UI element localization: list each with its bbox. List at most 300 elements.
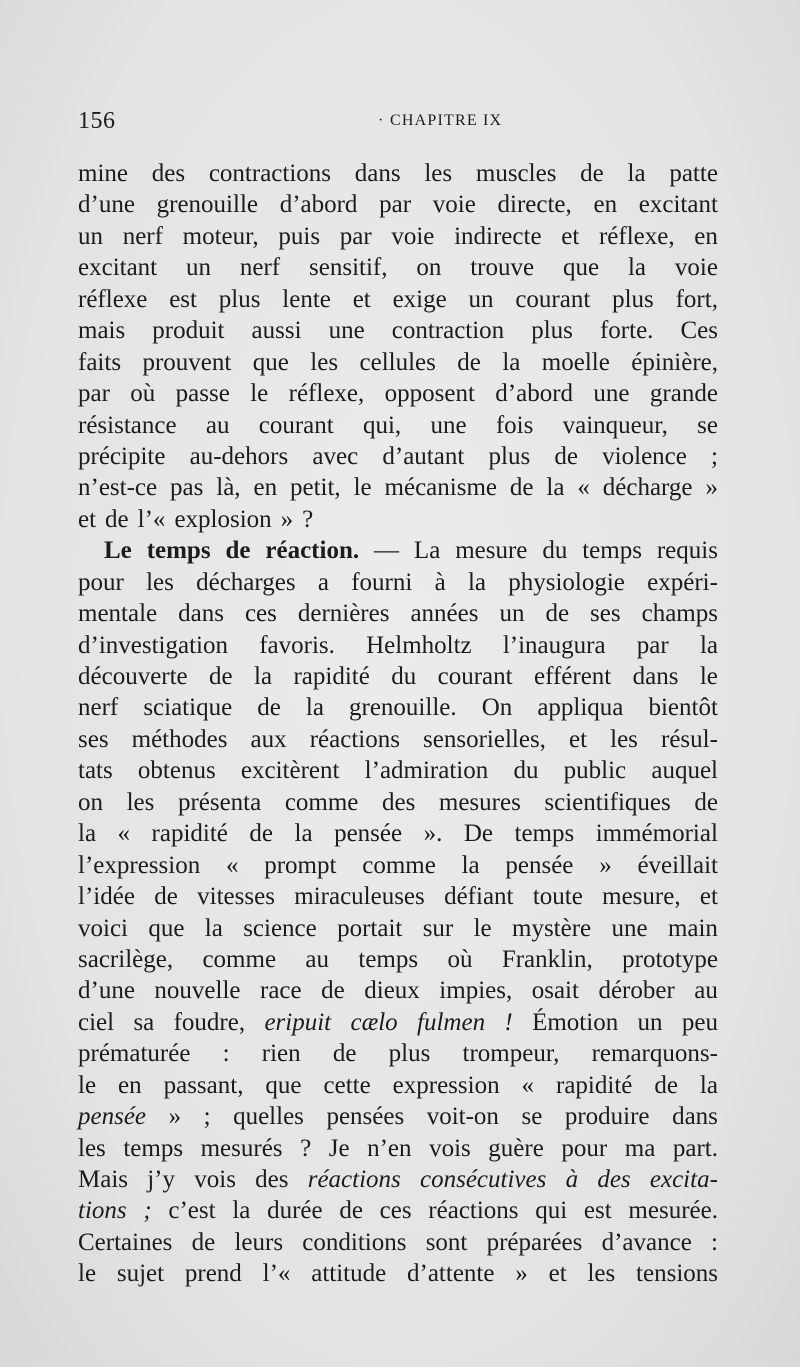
word: au-dehors	[189, 442, 289, 470]
word: produit	[152, 317, 225, 345]
word: scientifiques	[544, 788, 671, 816]
word: obtenus	[137, 757, 216, 785]
word: courant	[437, 663, 513, 690]
word: ciel	[78, 1008, 115, 1036]
text-line	[78, 284, 718, 315]
word: moelle	[541, 348, 610, 376]
text-line	[78, 1164, 718, 1195]
word: sensorielles,	[423, 725, 546, 753]
word: les	[587, 1260, 616, 1288]
word: race	[260, 977, 302, 1005]
word: où	[447, 945, 473, 973]
word: sujet	[116, 1260, 165, 1288]
word: grenouille.	[349, 694, 457, 722]
word: fois	[495, 411, 534, 439]
word: «	[225, 851, 239, 879]
word: remarquons-	[591, 1040, 718, 1068]
word: tensions	[636, 1260, 718, 1288]
word: excitant	[638, 191, 718, 219]
word: au	[205, 411, 230, 439]
word: par	[339, 222, 372, 250]
word: temps	[582, 537, 642, 565]
word: petit,	[289, 474, 341, 502]
word: On	[481, 694, 513, 722]
word: temps	[123, 1134, 184, 1162]
word: comme	[362, 851, 436, 879]
word: pensée	[78, 1103, 147, 1131]
word: La	[413, 537, 441, 565]
text-line	[78, 724, 718, 755]
word: un	[78, 222, 103, 250]
word: de	[249, 820, 274, 848]
word: de	[580, 160, 604, 187]
word: cellules	[359, 348, 436, 376]
text-line	[78, 630, 718, 661]
word: ;	[143, 1197, 152, 1225]
word: présenta	[177, 788, 262, 816]
word: expéri-	[647, 568, 718, 596]
word: voit-on	[426, 1103, 499, 1131]
word: un	[499, 600, 525, 628]
text-line	[78, 158, 718, 189]
word: un	[637, 1008, 663, 1036]
word: efférent	[533, 663, 612, 690]
word: mentale	[78, 600, 158, 628]
word: a	[317, 568, 329, 596]
word: Je	[328, 1134, 350, 1162]
word: réflexe,	[288, 380, 365, 408]
word: pensée	[334, 820, 403, 848]
word: la	[254, 663, 273, 690]
word: sciatique	[143, 694, 233, 722]
text-line	[78, 221, 718, 252]
word: sa	[133, 1008, 155, 1036]
running-head	[78, 108, 718, 142]
body-text	[78, 158, 718, 1290]
word: leurs	[234, 1228, 284, 1256]
text-line	[78, 1227, 718, 1258]
chapter-title: CHAPITRE IX	[390, 112, 503, 129]
word: vitesses	[197, 883, 275, 911]
word: rien	[261, 1040, 301, 1068]
word: plus	[612, 285, 654, 313]
text-line	[78, 315, 718, 346]
word: de	[321, 977, 345, 1005]
text-line	[78, 189, 718, 220]
text-line	[78, 975, 718, 1006]
word: ?	[300, 1134, 312, 1162]
word: le	[473, 914, 492, 942]
word: exige	[392, 285, 447, 313]
word: la	[305, 694, 324, 722]
word: plus	[531, 317, 573, 345]
word: d’une	[78, 977, 135, 1005]
text-line	[78, 1101, 718, 1132]
word: excitant	[78, 254, 158, 282]
word: :	[711, 1228, 718, 1256]
text-line	[78, 472, 718, 503]
word: par	[379, 191, 412, 219]
word: cælo	[350, 1008, 398, 1036]
word: qui	[535, 1197, 568, 1225]
word: éveillait	[637, 851, 718, 879]
word: la	[699, 1071, 718, 1099]
word: passe	[175, 380, 230, 408]
word: un	[186, 254, 212, 282]
word: main	[667, 914, 718, 942]
word: réaction.	[265, 537, 360, 565]
word: que	[265, 1071, 302, 1099]
word: le	[353, 474, 372, 502]
word: de	[554, 442, 578, 470]
word: excita-	[649, 1166, 718, 1193]
word: grande	[649, 380, 718, 408]
word: de	[509, 474, 534, 502]
word: en	[694, 222, 718, 250]
word: en	[593, 191, 618, 219]
word: réflexe,	[598, 222, 675, 250]
text-line	[78, 567, 718, 598]
word: d’abord	[495, 380, 574, 408]
word: aux	[250, 725, 287, 753]
word: par	[636, 631, 669, 659]
header-separator: ·	[378, 112, 384, 129]
word: tats	[78, 757, 113, 785]
word: une	[611, 914, 648, 942]
word: dans	[632, 663, 679, 690]
word: Helmholtz	[366, 631, 472, 659]
word: se	[521, 1103, 543, 1131]
word: de	[332, 1040, 357, 1068]
word: par	[78, 380, 110, 408]
word: de	[457, 348, 481, 376]
text-line	[78, 1258, 718, 1289]
word: ces	[379, 1197, 412, 1225]
word: immémorial	[595, 820, 718, 848]
word: !	[504, 1008, 513, 1036]
word: Mais	[78, 1166, 128, 1193]
word: mesurée.	[628, 1197, 718, 1225]
word: champs	[641, 600, 718, 628]
word: mine	[78, 160, 128, 187]
word: rapidité	[151, 820, 228, 848]
word: vois	[194, 1166, 236, 1193]
word: préparées	[486, 1228, 583, 1256]
word: public	[563, 757, 627, 785]
word: contraction	[391, 317, 505, 345]
word: sont	[425, 1228, 468, 1256]
word: des	[255, 1166, 289, 1193]
word: quelles	[233, 1103, 304, 1131]
word: j’y	[147, 1166, 176, 1193]
word: mesure	[455, 537, 528, 565]
word: moteur,	[182, 222, 259, 250]
word: et	[699, 883, 718, 911]
word: durée	[267, 1197, 323, 1225]
text-line	[78, 598, 718, 629]
word: du	[513, 757, 539, 785]
word: et	[561, 222, 580, 250]
word: prématurée	[78, 1040, 191, 1068]
text-line	[78, 1070, 718, 1101]
text-line	[78, 1007, 718, 1038]
word: l’admiration	[364, 757, 489, 785]
word: tions	[78, 1197, 127, 1225]
word: ».	[423, 820, 443, 848]
word: n’en	[367, 1134, 412, 1162]
word: la	[467, 568, 486, 596]
word: une	[328, 317, 365, 345]
word: qui,	[362, 411, 402, 439]
word: de	[225, 537, 251, 565]
word: puis	[278, 222, 321, 250]
word: pensée	[505, 851, 574, 879]
word: plus	[388, 1040, 431, 1068]
word: une	[593, 380, 630, 408]
word: dans	[672, 1103, 718, 1131]
word: mécanisme	[384, 474, 497, 502]
word: nerf	[239, 254, 281, 282]
word: :	[222, 1040, 230, 1068]
word: la	[232, 1197, 251, 1225]
text-line	[78, 378, 718, 409]
word: dans	[354, 160, 401, 187]
word: portait	[337, 914, 403, 942]
word: nerf	[122, 222, 163, 250]
text-line	[78, 1133, 718, 1164]
word: et	[78, 505, 97, 533]
word: pour	[561, 1134, 608, 1162]
word: le	[78, 1071, 97, 1099]
text-line	[78, 850, 718, 881]
word: »	[168, 1103, 182, 1131]
word: prompt	[264, 851, 337, 879]
word: cette	[323, 1071, 371, 1099]
word: que	[562, 254, 600, 282]
word: rapidité	[556, 1071, 633, 1099]
word: voie	[432, 191, 476, 219]
word: auquel	[651, 757, 718, 785]
word: fulmen	[417, 1008, 486, 1036]
word: pensées	[326, 1103, 405, 1131]
word: de	[694, 788, 718, 816]
word: épinière,	[631, 348, 718, 376]
word: ces	[244, 600, 277, 628]
word: osait	[531, 977, 579, 1005]
word: temps	[146, 537, 211, 565]
word: les	[126, 788, 155, 816]
word: plus	[488, 442, 531, 470]
word: méthodes	[131, 725, 228, 753]
word: courant	[515, 285, 591, 313]
word: à	[565, 1166, 579, 1193]
word: réactions	[428, 1197, 519, 1225]
word: peu	[681, 1008, 718, 1036]
word: patte	[669, 160, 718, 187]
word: excitèrent	[240, 757, 340, 785]
word: Ces	[680, 317, 718, 345]
word: mesure,	[602, 883, 681, 911]
word: de	[339, 1197, 363, 1225]
word: fourni	[351, 568, 413, 596]
word: requis	[656, 537, 718, 565]
word: le	[250, 380, 269, 408]
word: voie	[391, 222, 435, 250]
word: expression	[392, 1071, 500, 1099]
word: des	[597, 1166, 631, 1193]
word: dieux	[364, 977, 420, 1005]
word: dernières	[297, 600, 390, 628]
word: des	[381, 788, 416, 816]
word: de	[654, 1071, 678, 1099]
word: passant,	[163, 1071, 244, 1099]
word: d’investigation	[78, 631, 228, 659]
word: courant	[258, 411, 334, 439]
word: aussi	[251, 317, 302, 345]
word: sensitif,	[309, 254, 388, 282]
text-line	[78, 504, 718, 535]
word: dérober	[598, 977, 675, 1005]
word: de	[154, 883, 178, 911]
word: contractions	[208, 160, 332, 187]
word: un	[468, 285, 494, 313]
word: que	[252, 348, 289, 376]
word: on	[78, 788, 103, 816]
word: en	[253, 474, 278, 502]
word: décharges	[196, 568, 296, 596]
text-line	[78, 1195, 718, 1226]
word: les	[310, 348, 339, 376]
word: mesurés	[200, 1134, 283, 1162]
word: dans	[178, 600, 224, 628]
text-line	[78, 535, 718, 566]
word: et	[548, 1260, 567, 1288]
word: de	[545, 600, 570, 628]
word: impies,	[439, 977, 513, 1005]
word: que	[148, 914, 185, 942]
word: réflexe	[78, 285, 148, 313]
text-line	[78, 1038, 718, 1069]
word: comme	[284, 788, 359, 816]
word: voici	[78, 914, 128, 942]
word: trouve	[470, 254, 535, 282]
word: découverte	[78, 663, 188, 690]
word: ;	[203, 1103, 211, 1131]
word: guère	[488, 1134, 544, 1162]
word: muscles	[475, 160, 557, 187]
word: produire	[564, 1103, 650, 1131]
word: la	[204, 914, 223, 942]
word: lente	[282, 285, 331, 313]
word: violence	[602, 442, 687, 470]
word: est	[583, 1197, 612, 1225]
word: du	[542, 537, 568, 565]
word: eripuit	[264, 1008, 332, 1036]
word: les	[424, 160, 453, 187]
word: les	[610, 725, 638, 753]
word: la	[627, 160, 646, 187]
word: prend	[184, 1260, 242, 1288]
word: directe,	[497, 191, 572, 219]
word: la	[627, 254, 647, 282]
word: la	[546, 474, 565, 502]
word: forte.	[599, 317, 654, 345]
word: on	[416, 254, 442, 282]
word: une	[430, 411, 467, 439]
word: ;	[711, 442, 718, 470]
word: »	[599, 851, 612, 879]
word: se	[697, 411, 718, 439]
word: résistance	[78, 411, 177, 439]
word: la	[78, 820, 97, 848]
text-line	[78, 252, 718, 283]
word: et	[569, 725, 588, 753]
word: pour	[78, 568, 124, 596]
word: mystère	[512, 914, 592, 942]
word: et	[352, 285, 371, 313]
word: l’expression	[78, 851, 201, 879]
word: Émotion	[532, 1008, 619, 1036]
word: »	[705, 474, 718, 502]
word: vainqueur,	[562, 411, 668, 439]
word: Certaines	[78, 1228, 173, 1256]
word: favoris.	[259, 631, 335, 659]
word: le	[699, 663, 718, 690]
word: ses	[78, 725, 109, 753]
word: les	[78, 1134, 106, 1162]
word: de	[209, 663, 233, 690]
word: nouvelle	[154, 977, 241, 1005]
text-line	[78, 944, 718, 975]
word: sur	[422, 914, 454, 942]
word: plus	[218, 285, 261, 313]
word: c’est	[168, 1197, 216, 1225]
word: vois	[429, 1134, 471, 1162]
word: science	[243, 914, 317, 942]
text-line	[78, 441, 718, 472]
word: conditions	[302, 1228, 407, 1256]
text-line	[78, 692, 718, 723]
word: faits	[78, 348, 122, 376]
word: années	[410, 600, 479, 628]
word: nerf	[78, 694, 119, 722]
word: ses	[590, 600, 621, 628]
word: de	[257, 694, 281, 722]
word: sacrilège,	[78, 945, 174, 973]
word: au	[694, 977, 718, 1005]
word: la	[461, 851, 480, 879]
word: les	[146, 568, 174, 596]
word: réactions	[309, 725, 400, 753]
word: ma	[624, 1134, 656, 1162]
word: voie	[674, 254, 718, 282]
word: défiant	[444, 883, 514, 911]
word: d’une	[78, 191, 135, 219]
word: comme	[202, 945, 277, 973]
word: «	[577, 474, 590, 502]
text-line	[78, 755, 718, 786]
word: »	[515, 1260, 528, 1288]
word: prototype	[622, 945, 718, 973]
word: décharge	[602, 474, 693, 502]
word: d’avance	[601, 1228, 692, 1256]
word: miraculeuses	[294, 883, 425, 911]
word: l’inaugura	[502, 631, 606, 659]
word: grenouille	[156, 191, 258, 219]
word: indirecte	[454, 222, 542, 250]
text-line	[78, 881, 718, 912]
word: «	[521, 1071, 535, 1099]
